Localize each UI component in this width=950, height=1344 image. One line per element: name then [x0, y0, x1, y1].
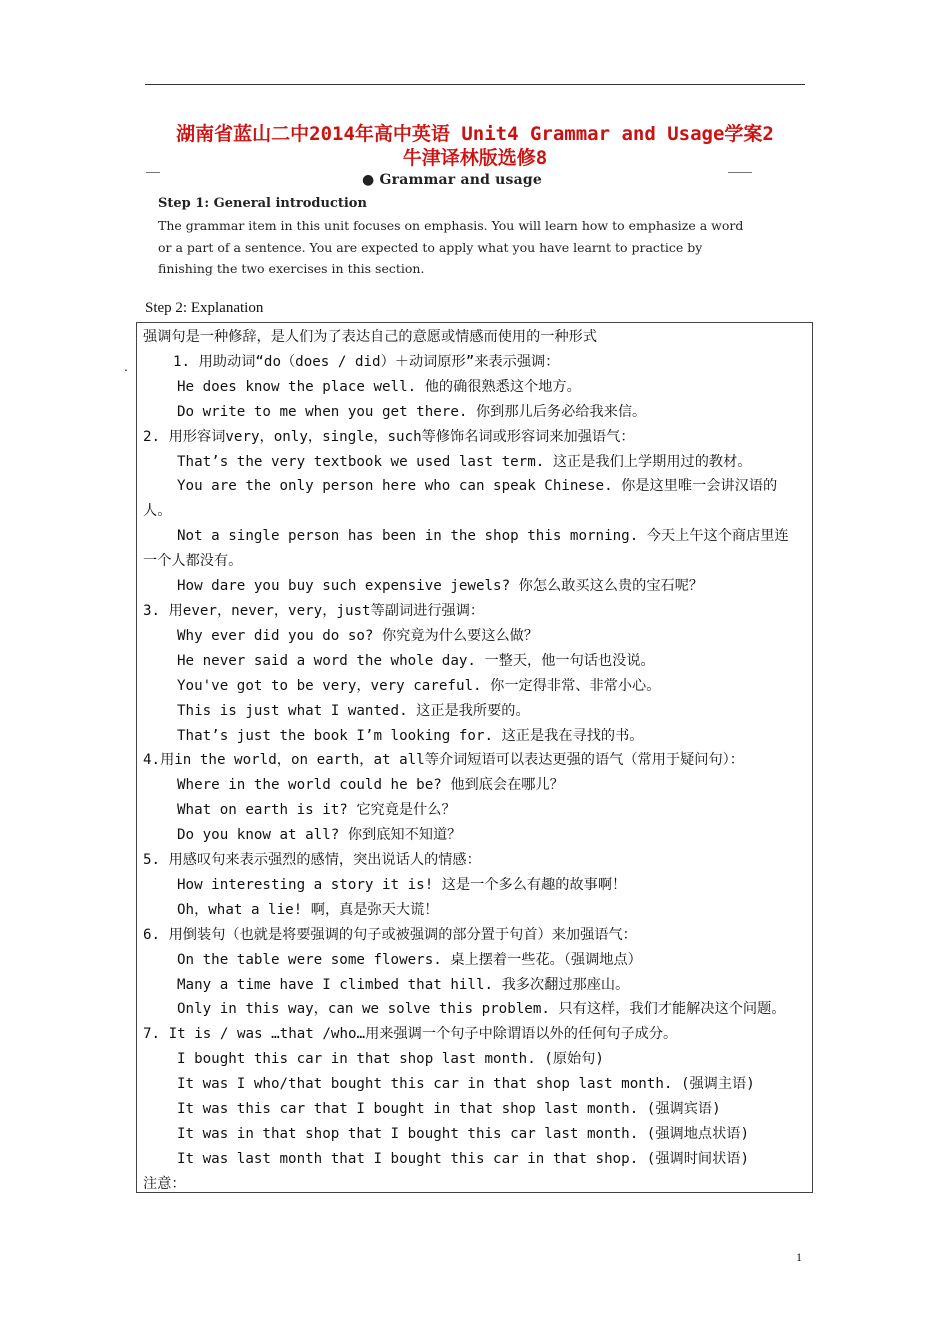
section-7-heading: 7. It is / was …that /who…用来强调一个句子中除谓语以外的任何句子成分。 [143, 1026, 678, 1043]
example-line: You've got to be very，very careful. 你一定得非常、非常小心。 [177, 677, 661, 694]
example-line: Many a time have I climbed that hill. 我多次翻过那座山。 [177, 976, 630, 993]
step2-label: Step 2: Explanation [145, 300, 264, 316]
example-line: I bought this car in that shop last month. (原始句) [177, 1051, 604, 1068]
example-line: Not a single person has been in the shop this morning. 今天上午这个商店里连 [177, 528, 789, 545]
example-line: Do you know at all? 你到底知不知道？ [177, 827, 462, 844]
example-line: That’s just the book I’m looking for. 这正是我在寻找的书。 [177, 727, 644, 744]
page-number: 1 [796, 1250, 802, 1264]
example-line: Oh，what a lie! 啊，真是弥天大谎！ [177, 901, 439, 918]
example-line: It was I who/that bought this car in that shop last month. (强调主语) [177, 1076, 755, 1093]
step1-text: The grammar item in this unit focuses on emphasis. You will learn how to emphasize a word or a part of a sentence. You are expected to apply what you have learnt to practice by finishing the two exercises in this section. [158, 218, 744, 276]
section-5-heading: 5. 用感叹句来表示强烈的感情，突出说话人的情感： [143, 852, 481, 869]
margin-dot: . [124, 360, 128, 374]
intro-line: 强调句是一种修辞，是人们为了表达自己的意愿或情感而使用的一种形式 [143, 329, 598, 345]
example-line: How dare you buy such expensive jewels? 你怎么敢买这么贵的宝石呢？ [177, 578, 704, 595]
example-line: It was last month that I bought this car in that shop. (强调时间状语) [177, 1150, 749, 1167]
section-6-heading: 6. 用倒装句（也就是将要强调的句子或被强调的部分置于句首）来加强语气： [143, 926, 637, 943]
example-line: Why ever did you do so? 你究竟为什么要这么做？ [177, 627, 539, 644]
example-line: You are the only person here who can speak Chinese. 你是这里唯一会讲汉语的 [177, 478, 778, 495]
explanation-content [143, 325, 809, 1197]
scan-heading: ● Grammar and usage [362, 172, 542, 188]
header-rule [145, 84, 805, 85]
title-line-2: 牛津译林版选修8 [402, 147, 548, 169]
example-line: Do write to me when you get there. 你到那儿后务必给我来信。 [177, 403, 647, 420]
example-line: This is just what I wanted. 这正是我所要的。 [177, 702, 530, 719]
example-line: He never said a word the whole day. 一整天，他一句话也没说。 [177, 652, 655, 669]
example-line: Only in this way，can we solve this problem. 只有这样，我们才能解决这个问题。 [177, 1001, 786, 1018]
example-line: What on earth is it? 它究竟是什么？ [177, 802, 456, 819]
title-line-1: 湖南省蓝山二中2014年高中英语 Unit4 Grammar and Usage学案2 [176, 123, 774, 145]
example-line: He does know the place well. 他的确很熟悉这个地方。 [177, 378, 581, 395]
example-line: It was this car that I bought in that shop last month. (强调宾语) [177, 1101, 721, 1118]
example-line-continued: 一个人都没有。 [143, 553, 243, 570]
step1-title: Step 1: General introduction [158, 196, 367, 211]
section-3-heading: 3. 用ever，never，very，just等副词进行强调： [143, 602, 485, 619]
example-line: That’s the very textbook we used last term. 这正是我们上学期用过的教材。 [177, 453, 752, 470]
note-label: 注意： [143, 1175, 186, 1192]
example-line: It was in that shop that I bought this car last month. (强调地点状语) [177, 1126, 749, 1142]
example-line: Where in the world could he be? 他到底会在哪儿？ [177, 777, 564, 794]
example-line: How interesting a story it is! 这是一个多么有趣的故事啊！ [177, 876, 627, 893]
section-4-heading: 4.用in the world，on earth，at all等介词短语可以表达更强的语气（常用于疑问句）： [143, 752, 744, 769]
example-line: On the table were some flowers. 桌上摆着一些花。（强调地点） [177, 951, 642, 968]
section-1-heading: 1. 用助动词“do（does / did）＋动词原形”来表示强调： [173, 353, 560, 370]
document-title [140, 122, 810, 170]
example-line-continued: 人。 [143, 503, 172, 520]
section-2-heading: 2. 用形容词very，only，single，such等修饰名词或形容词来加强语气： [143, 428, 635, 445]
scanned-excerpt [152, 172, 752, 280]
